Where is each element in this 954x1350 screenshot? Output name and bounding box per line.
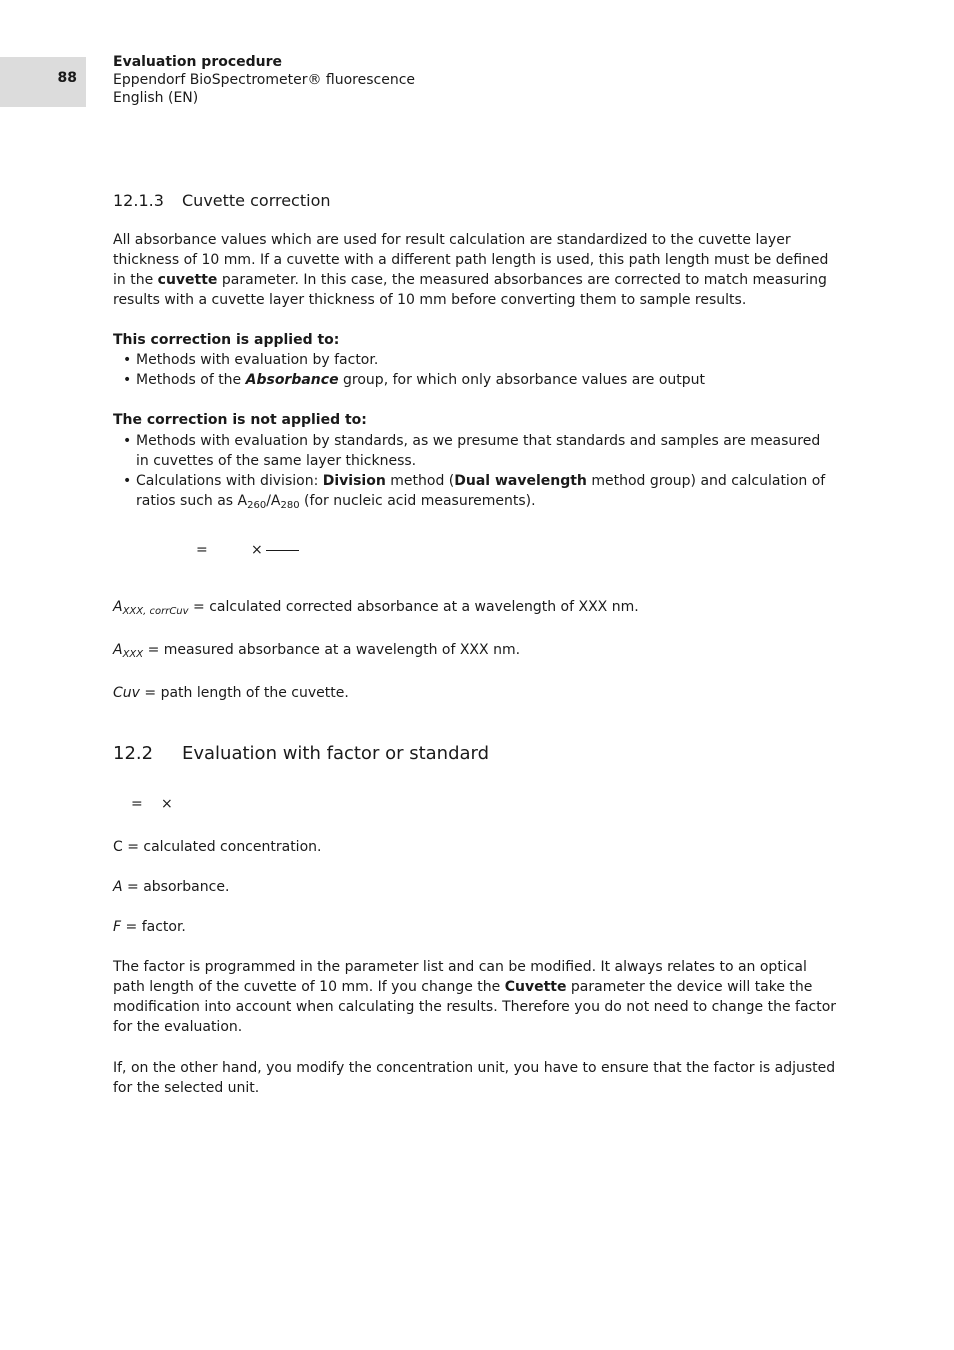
unit-paragraph: If, on the other hand, you modify the concentration unit, you have to ensure that the factor is adjusted for the selected unit. [113,1060,836,1096]
list-item [113,350,843,370]
variable: A [113,599,123,615]
subscript: 260 [247,500,267,511]
formula-equals: = [196,542,208,558]
factor-paragraph [113,957,843,1037]
list-item-bold: Dual wavelength [454,473,587,489]
list-item-text: Methods of the [136,372,246,388]
section-heading-1213 [113,191,331,210]
formula-equals: = [131,796,143,812]
list-item [113,370,843,390]
list-item-text: Calculations with division: [136,473,323,489]
definition-text: = absorbance. [122,879,230,895]
applied-list [113,350,843,390]
definition-a-corr [113,597,843,617]
subscript: 280 [280,500,300,511]
definition-a [113,877,843,897]
list-item-text: group, for which only absorbance values are output [338,372,706,388]
not-applied-heading: The correction is not applied to: [113,412,367,428]
header-product: Eppendorf BioSpectrometer® fluorescence [113,72,416,88]
list-item-bold: Division [322,473,386,489]
section-title: Cuvette correction [182,191,331,210]
fraction-line [266,550,299,551]
definition-text: = calculated corrected absorbance at a wavelength of XXX nm. [188,599,639,615]
times-sign: × [251,542,263,558]
variable: F [113,919,122,935]
intro-text: All absorbance values which are used for result calculation are standardized to the cuvette layer thickness of 10 mm. If a cuvette with a different path length is used, this path length must be defined in the [113,232,829,288]
definition-text: = factor. [121,919,186,935]
formula-times-fraction [251,540,299,560]
definition-cuv [113,683,843,703]
subscript: XXX, corrCuv [122,606,189,617]
section-number: 12.2 [113,743,154,764]
applied-heading: This correction is applied to: [113,332,340,348]
list-item-text: Methods with evaluation by factor. [136,352,379,368]
page-number: 88 [57,70,77,86]
list-item [113,431,833,471]
list-item-text: method group) and calculation of ratios such as A [136,473,826,509]
intro-bold: cuvette [157,272,218,288]
list-item [113,471,833,511]
list-item-text: (for nucleic acid measurements). [299,493,536,509]
section-title: Evaluation with factor or standard [182,743,490,764]
definition-f [113,917,843,937]
definition-text: = measured absorbance at a wavelength of XXX nm. [143,642,521,658]
variable: Cuv [113,685,140,701]
intro-text-after: parameter. In this case, the measured absorbances are corrected to match measuring results with a cuvette layer thickness of 10 mm before converting them to sample results. [113,272,827,308]
list-item-text: Methods with evaluation by standards, as we presume that standards and samples are measured in cuvettes of the same layer thickness. [136,433,821,469]
definition-c: C = calculated concentration. [113,839,322,855]
variable: A [113,879,123,895]
section-heading-122 [113,743,489,764]
list-item-text: /A [266,493,281,509]
formula-times: × [161,796,173,812]
intro-paragraph [113,230,843,310]
definition-a-xxx [113,640,843,660]
definition-text: = path length of the cuvette. [139,685,349,701]
section-number: 12.1.3 [113,191,164,210]
not-applied-list [113,431,833,511]
subscript: XXX [122,649,144,660]
header-section: Evaluation procedure [113,54,283,70]
paragraph-text: The factor is programmed in the parameter list and can be modified. It always relates to an optical path length of the cuvette of 10 mm. If you change the [113,959,807,995]
list-item-bold: Absorbance [245,372,339,388]
paragraph-bold: Cuvette [504,979,567,995]
list-item-text: method ( [385,473,455,489]
variable: A [113,642,123,658]
header-language: English (EN) [113,90,199,106]
paragraph-text: parameter the device will take the modification into account when calculating the results. Therefore you do not need to change the factor for the evaluation. [113,979,837,1035]
